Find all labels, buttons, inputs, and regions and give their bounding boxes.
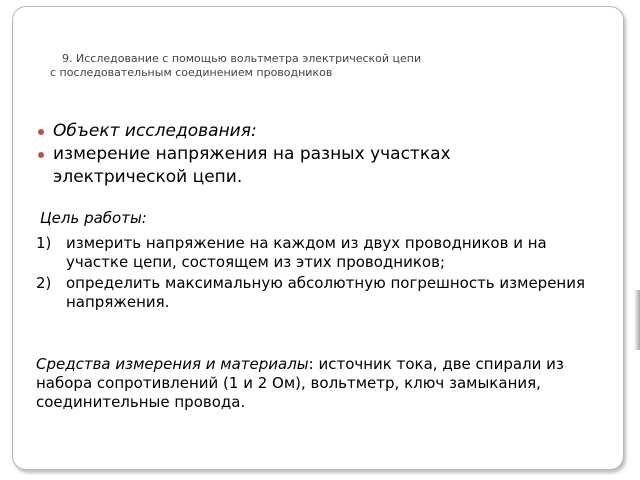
- bullet-item-object: [38, 120, 533, 143]
- title-line-2: с последовательным соединением проводников: [50, 66, 333, 79]
- title-line-1: 9. Исследование с помощью вольтметра электрической цепи: [62, 52, 422, 65]
- tools-paragraph: [36, 355, 616, 412]
- goal-list: [36, 234, 596, 314]
- bullet-icon: [38, 129, 44, 135]
- bullet-icon: [38, 152, 44, 158]
- goal-item: [36, 274, 596, 312]
- bullet-text: Объект исследования:: [53, 121, 257, 141]
- goal-item-text: измерить напряжение на каждом из двух проводников и на участке цепи, состоящем из этих проводников;: [66, 234, 547, 271]
- tools-text: : источник тока, две спирали из набора сопротивлений (1 и 2 Ом), вольтметр, ключ замыкания, соединительные провода.: [36, 355, 564, 411]
- edge-shadow: [634, 290, 640, 350]
- tools-label: Средства измерения и материалы: [36, 355, 309, 373]
- goal-item-number: 1): [36, 234, 52, 252]
- goal-item-number: 2): [36, 274, 52, 292]
- slide-title: [50, 52, 421, 80]
- bullet-text: измерение напряжения на разных участках электрической цепи.: [53, 144, 451, 187]
- goal-item-text: определить максимальную абсолютную погрешность измерения напряжения.: [66, 274, 586, 311]
- goal-label: Цель работы:: [40, 209, 147, 227]
- bullet-list: [38, 120, 533, 189]
- bullet-item-measurement: [38, 143, 533, 189]
- goal-item: [36, 234, 596, 272]
